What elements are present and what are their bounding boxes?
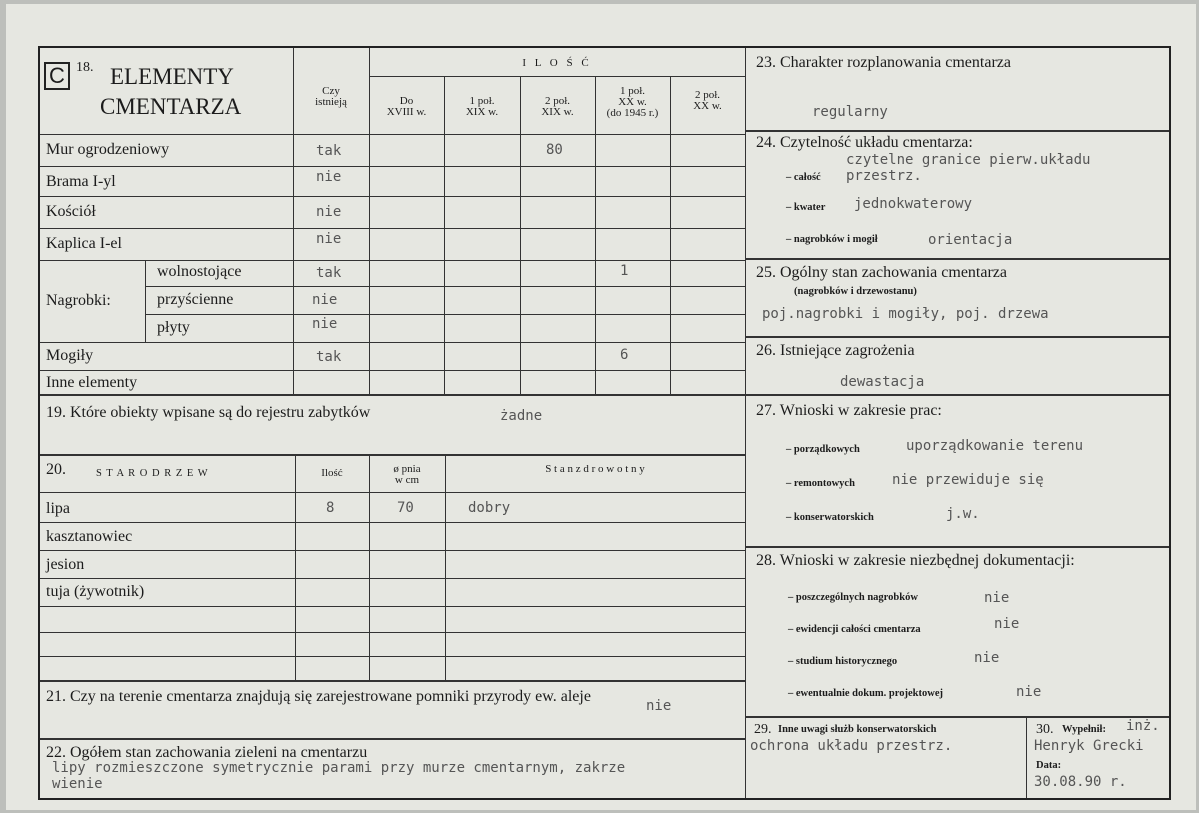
s27-porz-label: – porządkowych [786,444,860,455]
qty-value: 6 [620,347,629,363]
s28-item-value: nie [994,616,1020,632]
tree-diam: 70 [397,500,414,516]
s30-date-label: Data: [1036,760,1062,771]
s20-col-ilosc: Ilość [321,467,343,479]
row-label: Inne elementy [46,374,138,391]
s18-number: 18. [76,60,94,75]
s20-col-pnia: ø pnia w cm [393,463,421,486]
s25-answer: poj.nagrobki i mogiły, poj. drzewa [762,306,1049,322]
s29-number: 29. [754,722,772,737]
row-label: płyty [157,319,190,336]
tree-name: tuja (żywotnik) [46,583,145,600]
s30-label: Wypełnił: [1062,724,1106,735]
form-sheet [6,4,1196,810]
s27-rem-label: – remontowych [786,478,855,489]
s24-calosc-line2: przestrz. [846,168,922,184]
row-label: Kościół [46,203,96,220]
s21-answer: nie [646,698,672,714]
row-label: Mur ogrodzeniowy [46,141,170,158]
exists-value: tak [316,143,342,159]
s28-item-value: nie [1016,684,1042,700]
period-header: Do XVIII w. [386,95,427,118]
s30-name: Henryk Grecki [1034,738,1144,754]
s27-kons-label: – konserwatorskich [786,512,874,523]
s18-title-line2: CMENTARZA [100,94,242,119]
s30-title: inż. [1126,718,1160,734]
exists-value: nie [312,292,338,308]
section-code-box [44,62,70,90]
cemetery-card-form [38,46,1171,800]
tree-name: jesion [46,556,85,573]
ilosc-header: I L O Ś Ć [522,57,592,69]
s28-item-label: – studium historycznego [788,656,898,667]
exists-value: nie [316,169,342,185]
s19-answer: żadne [500,408,543,424]
s27-question: 27. Wnioski w zakresie prac: [756,402,942,419]
s24-nagrobkow-label: – nagrobków i mogił [786,234,878,245]
s25-question: 25. Ogólny stan zachowania cmentarza [756,264,1008,281]
s28-item-label: – poszczególnych nagrobków [788,592,918,603]
s28-question: 28. Wnioski w zakresie niezbędnej dokumentacji: [756,552,1075,569]
row-label: Mogiły [46,347,94,364]
period-header: 2 poł. XIX w. [541,95,574,118]
s30-date: 30.08.90 r. [1034,774,1127,790]
row-label: Brama I-yl [46,173,116,190]
s24-calosc-line1: czytelne granice pierw.układu [846,152,1091,168]
s19-question: 19. Które obiekty wpisane są do rejestru zabytków [46,404,371,421]
exists-value: tak [316,349,342,365]
s20-number: 20. [46,461,66,478]
s22-question: 22. Ogółem stan zachowania zieleni na cmentarzu [46,744,368,761]
section-code: C [49,63,65,88]
row-label: Kaplica I-el [46,235,122,252]
tree-qty: 8 [326,500,335,516]
tree-name: kasztanowiec [46,528,133,545]
s29-answer: ochrona układu przestrz. [750,738,953,754]
s24-kwater-label: – kwater [786,202,826,213]
period-header: 1 poł. XIX w. [465,95,499,118]
tree-name: lipa [46,500,70,517]
exists-value: nie [316,231,342,247]
s24-calosc-label: – całość [786,172,821,183]
column-divider [745,48,746,798]
col-exists-header: Czy istnieją [315,85,347,108]
exists-value: nie [312,316,338,332]
s29-question: Inne uwagi służb konserwatorskich [778,724,937,735]
s18-title-line1: ELEMENTY [110,64,234,89]
s28-item-label: – ewentualnie dokum. projektowej [788,688,943,699]
s28-item-label: – ewidencji całości cmentarza [788,624,921,635]
s24-nagrobkow-value: orientacja [928,232,1013,248]
s28-item-value: nie [974,650,1000,666]
s22-answer-line2: wienie [52,776,103,792]
period-header: 1 poł. XX w. (do 1945 r.) [606,85,659,119]
s27-porz-value: uporządkowanie terenu [906,438,1084,454]
exists-value: tak [316,265,342,281]
s23-answer: regularny [812,104,888,120]
row-label: przyścienne [157,291,234,308]
s20-col-stan: S t a n z d r o w o t n y [545,463,645,475]
tree-state: dobry [468,500,511,516]
s21-question: 21. Czy na terenie cmentarza znajdują się zarejestrowane pomniki przyrody ew. aleje [46,688,591,705]
s20-header: S T A R O D R Z E W [96,468,209,479]
s30-number: 30. [1036,722,1054,737]
s27-kons-value: j.w. [946,506,980,522]
nagrobki-label: Nagrobki: [46,292,111,309]
qty-value: 1 [620,263,629,279]
s24-question: 24. Czytelność układu cmentarza: [756,134,973,151]
s23-question: 23. Charakter rozplanowania cmentarza [756,54,1011,71]
exists-value: nie [316,204,342,220]
s22-answer-line1: lipy rozmieszczone symetrycznie parami przy murze cmentarnym, zakrze [52,760,626,776]
s26-question: 26. Istniejące zagrożenia [756,342,915,359]
s28-item-value: nie [984,590,1010,606]
period-header: 2 poł. XX w. [693,89,722,112]
row-label: wolnostojące [157,263,242,280]
s25-sub: (nagrobków i drzewostanu) [794,286,917,297]
s24-kwater-value: jednokwaterowy [854,196,973,212]
qty-value: 80 [546,142,563,158]
s26-answer: dewastacja [840,374,925,390]
s27-rem-value: nie przewiduje się [892,472,1044,488]
